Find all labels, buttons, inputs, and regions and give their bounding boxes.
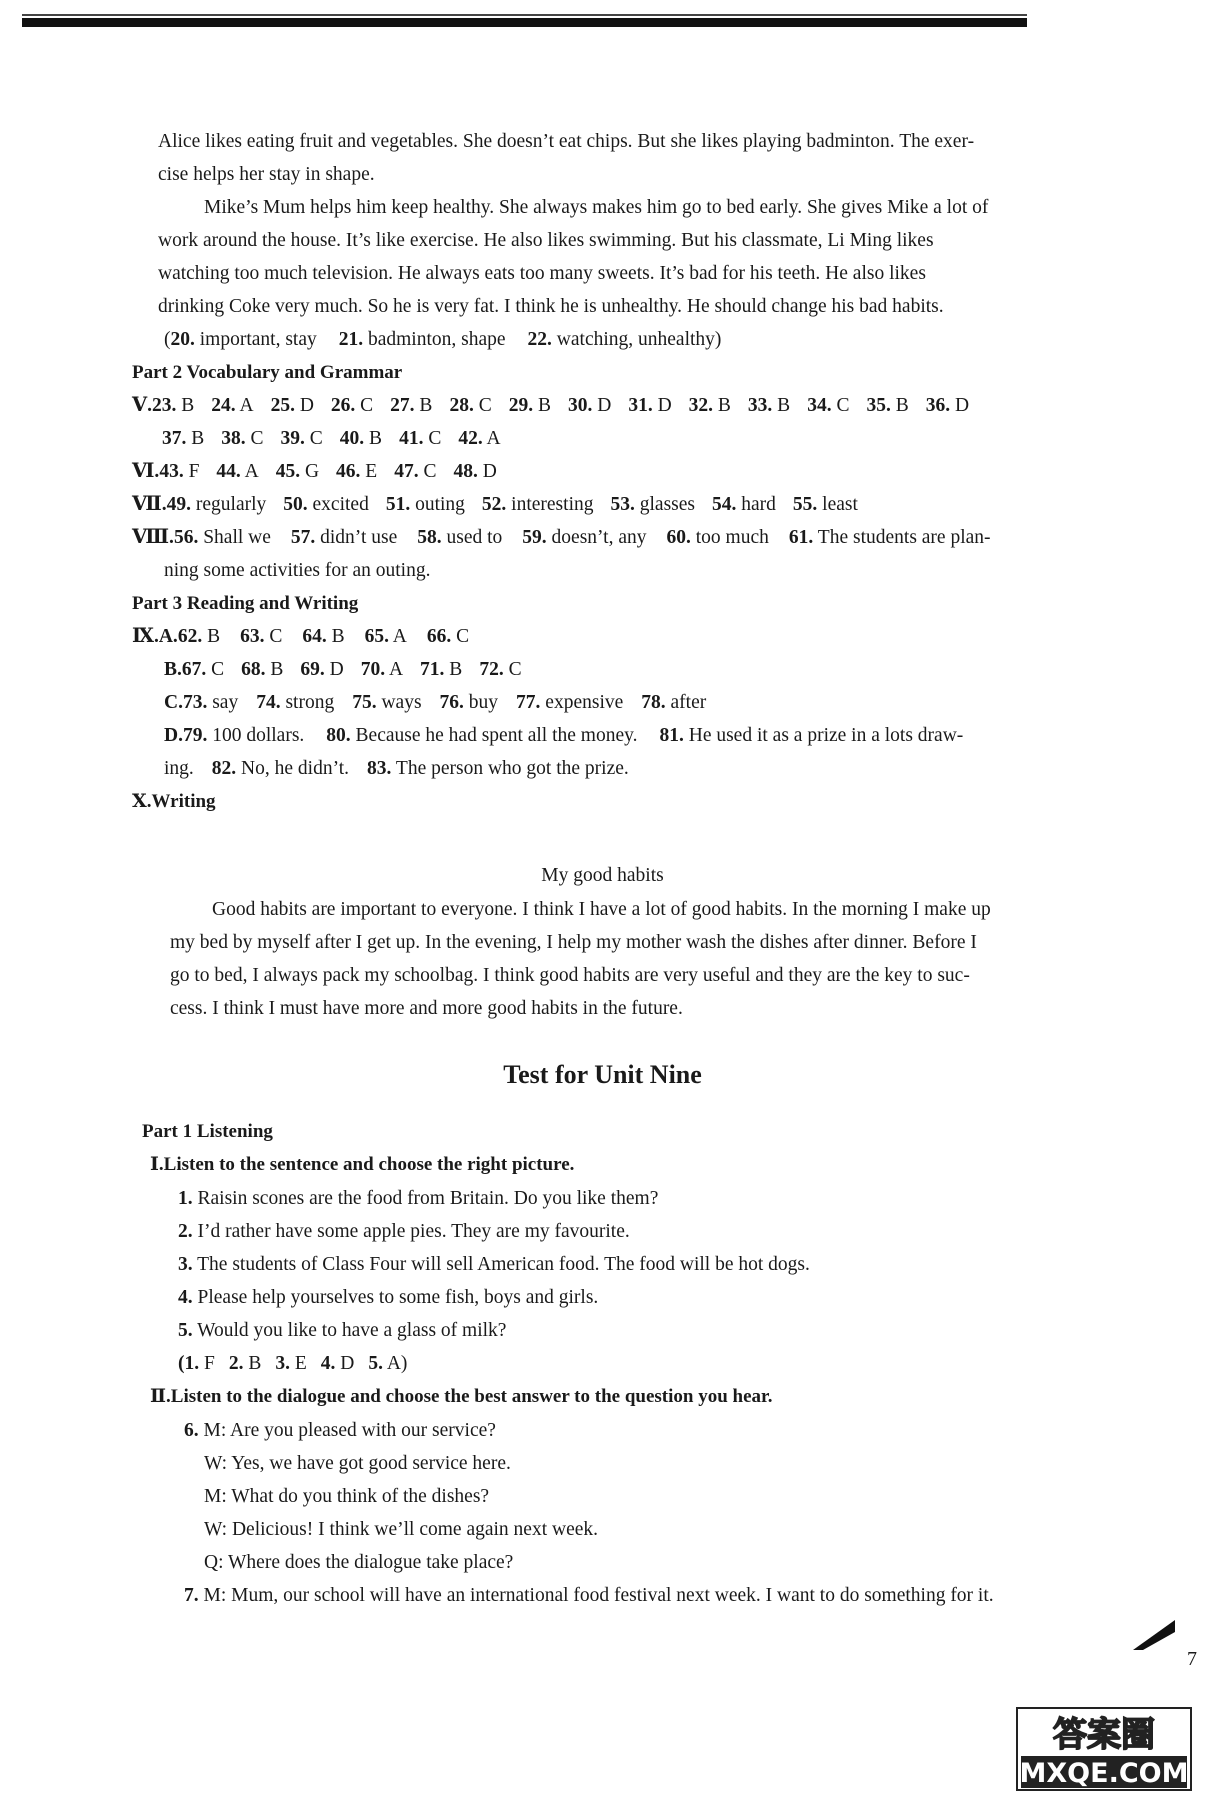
text-line: cise helps her stay in shape. [158, 164, 375, 185]
section-heading: Ⅹ.Writing [132, 791, 216, 812]
answer-item: 56. Shall we [173, 527, 271, 548]
answer-item: 55. least [792, 494, 858, 515]
answer-item: 44. A [216, 461, 259, 482]
answer-item: 33. B [747, 395, 791, 416]
answer-item: 30. D [567, 395, 612, 416]
answer-item: 4. D [320, 1353, 355, 1374]
answer-item: 50. excited [283, 494, 369, 515]
answer-item: 25. D [270, 395, 314, 416]
answer-item: 24. A [211, 395, 254, 416]
answer-item: 60. too much [666, 527, 769, 548]
essay-title: My good habits [541, 865, 664, 886]
answer-item: 35. B [866, 395, 909, 416]
answer-row-vi: Ⅵ.43. F 44. A 45. G 46. E 47. C 48. D [132, 461, 497, 482]
watermark-logo [1015, 1706, 1193, 1792]
answer-row-ix-c: C.73. say 74. strong 75. ways 76. buy 77. expensive 78. after [164, 692, 707, 713]
answer-item: 73. say [182, 692, 239, 713]
answer-row-viii: Ⅷ.56. Shall we 57. didn’t use 58. used to 59. doesn’t, any 60. too much 61. The students are plan- [132, 527, 991, 548]
answer-item: 42. A [458, 428, 501, 449]
answer-row-v-cont [162, 427, 518, 451]
answer-row-ix-d: D.79. 100 dollars. 80. Because he had spent all the money. 81. He used it as a prize in a lots draw- [164, 725, 964, 746]
dialogue-line: W: Yes, we have got good service here. [204, 1453, 511, 1474]
answer-item: 65. A [364, 626, 407, 647]
answer-item: 64. B [302, 626, 345, 647]
answer-item: 74. strong [256, 692, 335, 713]
answer-item: 52. interesting [481, 494, 594, 515]
answer-item: 46. E [336, 461, 378, 482]
answer-row-vii: Ⅶ.49. regularly 50. excited 51. outing 52. interesting 53. glasses 54. hard 55. least [132, 494, 858, 515]
answer-item: 70. A [360, 659, 404, 680]
question-heading: Ⅱ.Listen to the dialogue and choose the best answer to the question you hear. [150, 1386, 773, 1407]
answer-item: 82. No, he didn’t. [211, 758, 350, 779]
answer-item: 57. didn’t use [290, 527, 398, 548]
essay-line: go to bed, I always pack my schoolbag. I think good habits are very useful and they are the key to suc- [170, 965, 970, 986]
answer-item: 47. C [394, 461, 437, 482]
answer-item: 62. B [177, 626, 221, 647]
answer-item: 68. B [241, 659, 284, 680]
page-title: Test for Unit Nine [503, 1060, 702, 1089]
answer-line: (20. important, stay 21. badminton, shape 22. watching, unhealthy) [164, 329, 722, 350]
answer-item: 39. C [280, 428, 323, 449]
listening-item: 4. Please help yourselves to some fish, boys and girls. [178, 1287, 599, 1308]
text-line: drinking Coke very much. So he is very fat. I think he is unhealthy. He should change his bad habits. [158, 296, 944, 317]
answer-row-ix-b: B.67. C 68. B 69. D 70. A 71. B 72. C [164, 659, 522, 680]
essay-line: Good habits are important to everyone. I think I have a lot of good habits. In the morning I make up [212, 899, 991, 920]
dialogue-line: 7. M: Mum, our school will have an international food festival next week. I want to do something for it. [184, 1585, 994, 1606]
section-heading: Part 1 Listening [142, 1121, 273, 1142]
answer-item: 71. B [420, 659, 463, 680]
answer-item: (1. F [178, 1353, 215, 1374]
page-corner-mark [1131, 1618, 1177, 1652]
answer-item: 38. C [221, 428, 264, 449]
answer-item: 67. C [181, 659, 225, 680]
text-line: watching too much television. He always eats too many sweets. It’s bad for his teeth. He also likes [158, 263, 926, 284]
answer-item: 78. after [641, 692, 707, 713]
answer-item: 37. B [162, 428, 205, 449]
answer-item: 77. expensive [516, 692, 624, 713]
dialogue-line: 6. M: Are you pleased with our service? [184, 1420, 496, 1441]
answer-item: 40. B [339, 428, 383, 449]
answer-item: 53. glasses [610, 494, 695, 515]
dialogue-line: W: Delicious! I think we’ll come again next week. [204, 1519, 599, 1540]
page-number: 7 [1187, 1648, 1197, 1670]
answer-row-viii-cont: ning some activities for an outing. [164, 560, 431, 581]
answer-row-v: Ⅴ.23. B 24. A 25. D 26. C 27. B 28. C 29. B 30. D 31. D 32. B 33. B 34. C 35. B 36. D [132, 395, 970, 416]
text-line: Alice likes eating fruit and vegetables. She doesn’t eat chips. But she likes playing badminton. The exer- [158, 131, 975, 152]
answer-row-ix-a: Ⅸ.A.62. B 63. C 64. B 65. A 66. C [132, 626, 470, 647]
answer-item: 51. outing [385, 494, 465, 515]
text-line: Mike’s Mum helps him keep healthy. She always makes him go to bed early. She gives Mike a lot of [204, 197, 989, 218]
answer-item: 72. C [479, 659, 522, 680]
answer-item: 27. B [390, 395, 433, 416]
dialogue-line: Q: Where does the dialogue take place? [204, 1552, 514, 1573]
section-heading: Part 2 Vocabulary and Grammar [132, 362, 403, 383]
answer-item: 80. Because he had spent all the money. [326, 725, 638, 746]
answer-item: 23. B [152, 395, 195, 416]
answer-item: 41. C [399, 428, 442, 449]
svg-text:MXQE.COM: MXQE.COM [1019, 1758, 1189, 1789]
answer-item: 63. C [240, 626, 283, 647]
answer-item: 79. 100 dollars. [182, 725, 305, 746]
answer-item: 48. D [453, 461, 497, 482]
answer-item: 28. C [449, 395, 492, 416]
answer-item: 3. E [275, 1353, 307, 1374]
answer-item: 5. A) [368, 1353, 408, 1374]
section-heading: Part 3 Reading and Writing [132, 593, 359, 614]
answer-item: 34. C [807, 395, 850, 416]
listening-item: 2. I’d rather have some apple pies. They are my favourite. [178, 1221, 630, 1242]
answer-item: 45. G [275, 461, 320, 482]
answer-item: 2. B [228, 1353, 262, 1374]
essay-line: my bed by myself after I get up. In the evening, I help my mother wash the dishes after dinner. Before I [170, 932, 977, 953]
answer-item: 69. D [300, 659, 344, 680]
answer-item: 61. The students are plan- [788, 527, 991, 548]
text-line: work around the house. It’s like exercise. He also likes swimming. But his classmate, Li Ming likes [158, 230, 934, 251]
answer-item: 66. C [426, 626, 470, 647]
answer-item: 26. C [330, 395, 374, 416]
answer-row-ix-d-cont [164, 757, 647, 781]
question-heading: Ⅰ.Listen to the sentence and choose the right picture. [150, 1154, 575, 1175]
answer-item: 83. The person who got the prize. [367, 758, 629, 779]
answer-item: 58. used to [417, 527, 503, 548]
listening-item: 3. The students of Class Four will sell American food. The food will be hot dogs. [178, 1254, 810, 1275]
answer-item: 31. D [628, 395, 672, 416]
answer-item: 54. hard [712, 494, 776, 515]
answer-item: 36. D [925, 395, 970, 416]
dialogue-line: M: What do you think of the dishes? [204, 1486, 490, 1507]
answer-line [178, 1352, 421, 1376]
answer-item: 59. doesn’t, any [522, 527, 647, 548]
answer-item: 76. buy [439, 692, 499, 713]
listening-item: 5. Would you like to have a glass of milk? [178, 1320, 507, 1341]
answer-item: 49. regularly [166, 494, 267, 515]
answer-item: 81. He used it as a prize in a lots draw- [659, 725, 964, 746]
listening-item: 1. Raisin scones are the food from Britain. Do you like them? [178, 1188, 659, 1209]
svg-text:答案圈: 答案圈 [1053, 1715, 1155, 1755]
essay-line: cess. I think I must have more and more good habits in the future. [170, 998, 683, 1019]
answer-item: 75. ways [352, 692, 422, 713]
answer-item: 43. F [159, 461, 200, 482]
answer-item: ing. [164, 758, 194, 779]
answer-item: 32. B [688, 395, 731, 416]
answer-item: 29. B [508, 395, 551, 416]
